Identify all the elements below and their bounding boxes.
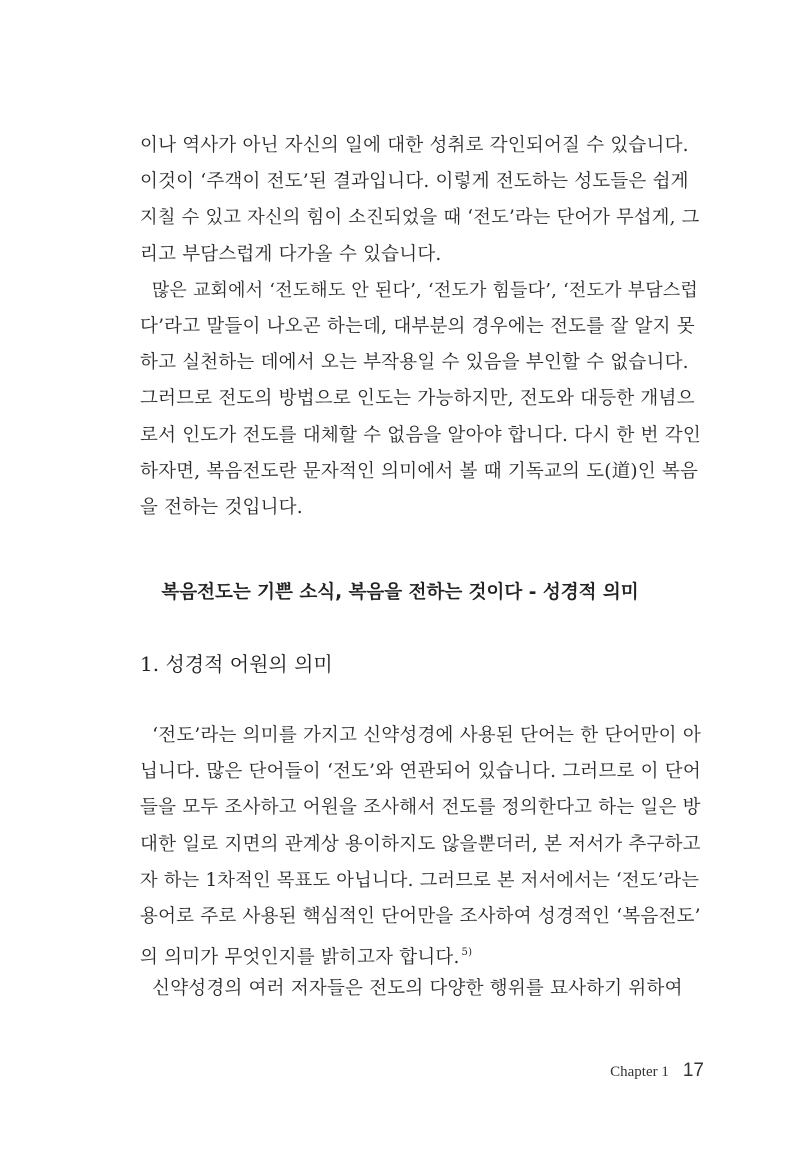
text-line: 들을 모두 조사하고 어원을 조사해서 전도를 정의한다고 하는 일은 방 bbox=[140, 797, 701, 819]
text-line: 그러므로 전도의 방법으로 인도는 가능하지만, 전도와 대등한 개념으 bbox=[140, 388, 695, 410]
page-footer bbox=[610, 1060, 704, 1082]
text-line: 을 전하는 것입니다. bbox=[140, 496, 303, 518]
text-line-with-footnote bbox=[140, 935, 705, 971]
text-line: 리고 부담스럽게 다가올 수 있습니다. bbox=[140, 243, 442, 265]
text-line: 이것이 ‘주객이 전도’된 결과입니다. 이렇게 전도하는 성도들은 쉽게 bbox=[140, 171, 689, 193]
text-line: 로서 인도가 전도를 대체할 수 없음을 알아야 합니다. 다시 한 번 각인 bbox=[140, 424, 701, 446]
sub-heading: 1. 성경적 어원의 의미 bbox=[140, 652, 333, 676]
footnote-reference: 5) bbox=[461, 947, 473, 959]
chapter-label: Chapter 1 bbox=[610, 1064, 669, 1080]
text-line: 하자면, 복음전도란 문자적인 의미에서 볼 때 기독교의 도(道)인 복음 bbox=[140, 460, 699, 482]
text-line: 지칠 수 있고 자신의 힘이 소진되었을 때 ‘전도’라는 단어가 무섭게, 그 bbox=[140, 207, 700, 229]
text-line: 대한 일로 지면의 관계상 용이하지도 않을뿐더러, 본 저서가 추구하고 bbox=[140, 833, 701, 855]
paragraph-block-2 bbox=[140, 718, 705, 1008]
text-line: 이나 역사가 아닌 자신의 일에 대한 성취로 각인되어질 수 있습니다. bbox=[140, 135, 689, 156]
page-number: 17 bbox=[682, 1060, 704, 1081]
text-line: 자 하는 1차적인 목표도 아닙니다. 그러므로 본 저서에서는 ‘전도’라는 bbox=[140, 869, 700, 891]
text-line: 많은 교회에서 ‘전도해도 안 된다’, ‘전도가 힘들다’, ‘전도가 부담스럽 bbox=[140, 279, 698, 301]
text-line-content: 의 의미가 무엇인지를 밝히고자 합니다. bbox=[140, 947, 460, 969]
section-heading: 복음전도는 기쁜 소식, 복음을 전하는 것이다 - 성경적 의미 bbox=[161, 582, 639, 603]
text-line: 다’라고 말들이 나오곤 하는데, 대부분의 경우에는 전도를 잘 알지 못 bbox=[140, 315, 695, 337]
text-line: 하고 실천하는 데에서 오는 부작용일 수 있음을 부인할 수 없습니다. bbox=[140, 352, 689, 374]
text-line: 용어로 주로 사용된 핵심적인 단어만을 조사하여 성경적인 ‘복음전도’ bbox=[140, 905, 701, 927]
text-line: ‘전도’라는 의미를 가지고 신약성경에 사용된 단어는 한 단어만이 아 bbox=[140, 725, 701, 746]
text-line: 닙니다. 많은 단어들이 ‘전도’와 연관되어 있습니다. 그러므로 이 단어 bbox=[140, 761, 701, 783]
paragraph-block-1 bbox=[140, 128, 705, 526]
text-line: 신약성경의 여러 저자들은 전도의 다양한 행위를 묘사하기 위하여 bbox=[140, 978, 683, 1000]
